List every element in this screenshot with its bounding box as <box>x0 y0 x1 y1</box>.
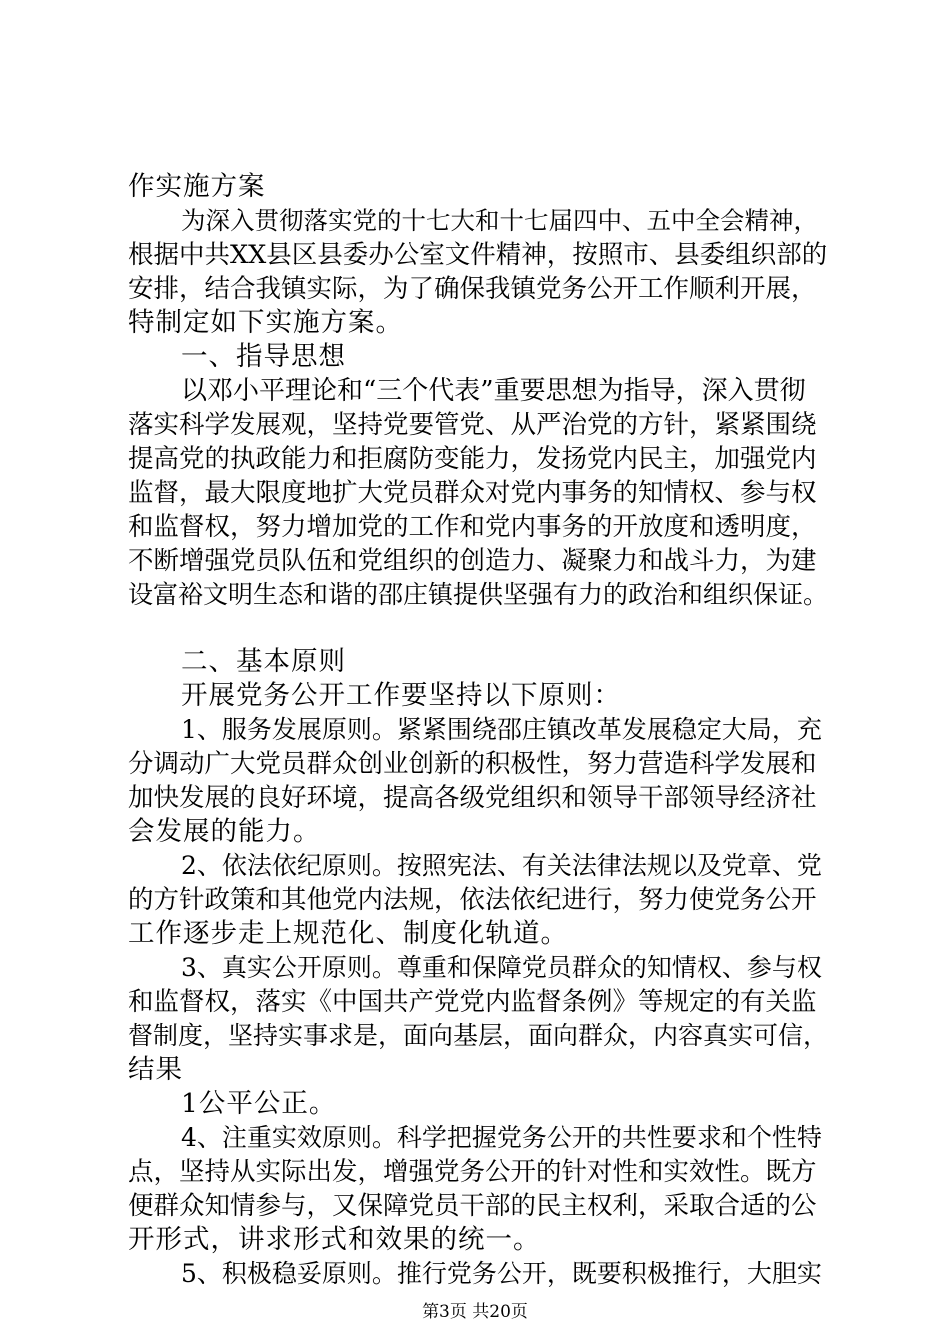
paragraph-line: 特制定如下实施方案。 <box>128 307 403 338</box>
paragraph-line: 督制度，坚持实事求是，面向基层，面向群众，内容真实可信， <box>128 1021 829 1050</box>
paragraph-line: 点，坚持从实际出发，增强党务公开的针对性和实效性。既方 <box>128 1157 817 1187</box>
paragraph-line: 工作逐步走上规范化、制度化轨道。 <box>128 918 568 949</box>
paragraph-line: 便群众知情参与，又保障党员干部的民主权利，采取合适的公 <box>128 1191 817 1221</box>
paragraph-line: 5、积极稳妥原则。推行党务公开，既要积极推行，大胆实 <box>181 1259 822 1288</box>
paragraph-line: 会发展的能力。 <box>128 816 321 847</box>
paragraph-line: 提高党的执政能力和拒腐防变能力，发扬党内民主，加强党内 <box>128 444 817 474</box>
paragraph-line: 分调动广大党员群众创业创新的积极性，努力营造科学发展和 <box>128 749 817 779</box>
paragraph-line: 为深入贯彻落实党的十七大和十七届四中、五中全会精神， <box>181 206 818 235</box>
paragraph-line: 根据中共XX县区县委办公室文件精神，按照市、县委组织部的 <box>128 240 828 270</box>
paragraph-line: 和监督权，落实《中国共产党党内监督条例》等规定的有关监 <box>128 987 817 1017</box>
paragraph-line: 1、服务发展原则。紧紧围绕邵庄镇改革发展稳定大局，充 <box>181 715 822 744</box>
paragraph-line: 以邓小平理论和“三个代表”重要思想为指导，深入贯彻 <box>181 376 806 406</box>
paragraph-line: 加快发展的良好环境，提高各级党组织和领导干部领导经济社 <box>128 783 817 813</box>
paragraph-line: 的方针政策和其他党内法规，依法依纪进行，努力使党务公开 <box>128 885 817 915</box>
title-fragment: 作实施方案 <box>128 171 266 202</box>
paragraph-line: 监督，最大限度地扩大党员群众对党内事务的知情权、参与权 <box>128 478 817 508</box>
paragraph-line: 开展党务公开工作要坚持以下原则： <box>181 680 621 711</box>
paragraph-line: 结果 <box>128 1054 183 1085</box>
paragraph-line: 开形式，讲求形式和效果的统一。 <box>128 1224 541 1255</box>
blank-line <box>128 612 828 645</box>
paragraph-line: 落实科学发展观，坚持党要管党、从严治党的方针，紧紧围绕 <box>128 410 817 440</box>
paragraph-line: 设富裕文明生态和谐的邵庄镇提供坚强有力的政治和组织保证。 <box>128 580 829 609</box>
paragraph-line: 不断增强党员队伍和党组织的创造力、凝聚力和战斗力，为建 <box>128 546 817 576</box>
paragraph-line: 和监督权，努力增加党的工作和党内事务的开放度和透明度， <box>128 512 817 542</box>
section-heading: 一、指导思想 <box>181 341 346 372</box>
paragraph-line: 2、依法依纪原则。按照宪法、有关法律法规以及党章、党 <box>181 851 822 880</box>
document-body <box>128 170 828 1291</box>
paragraph-line: 安排，结合我镇实际，为了确保我镇党务公开工作顺利开展， <box>128 274 817 304</box>
page-footer: 第3页 共20页 <box>422 1302 528 1322</box>
paragraph-line: 4、注重实效原则。科学把握党务公开的共性要求和个性特 <box>181 1123 822 1152</box>
section-heading: 二、基本原则 <box>181 646 346 677</box>
paragraph-line: 1公平公正。 <box>181 1088 337 1119</box>
paragraph-line: 3、真实公开原则。尊重和保障党员群众的知情权、参与权 <box>181 953 822 982</box>
